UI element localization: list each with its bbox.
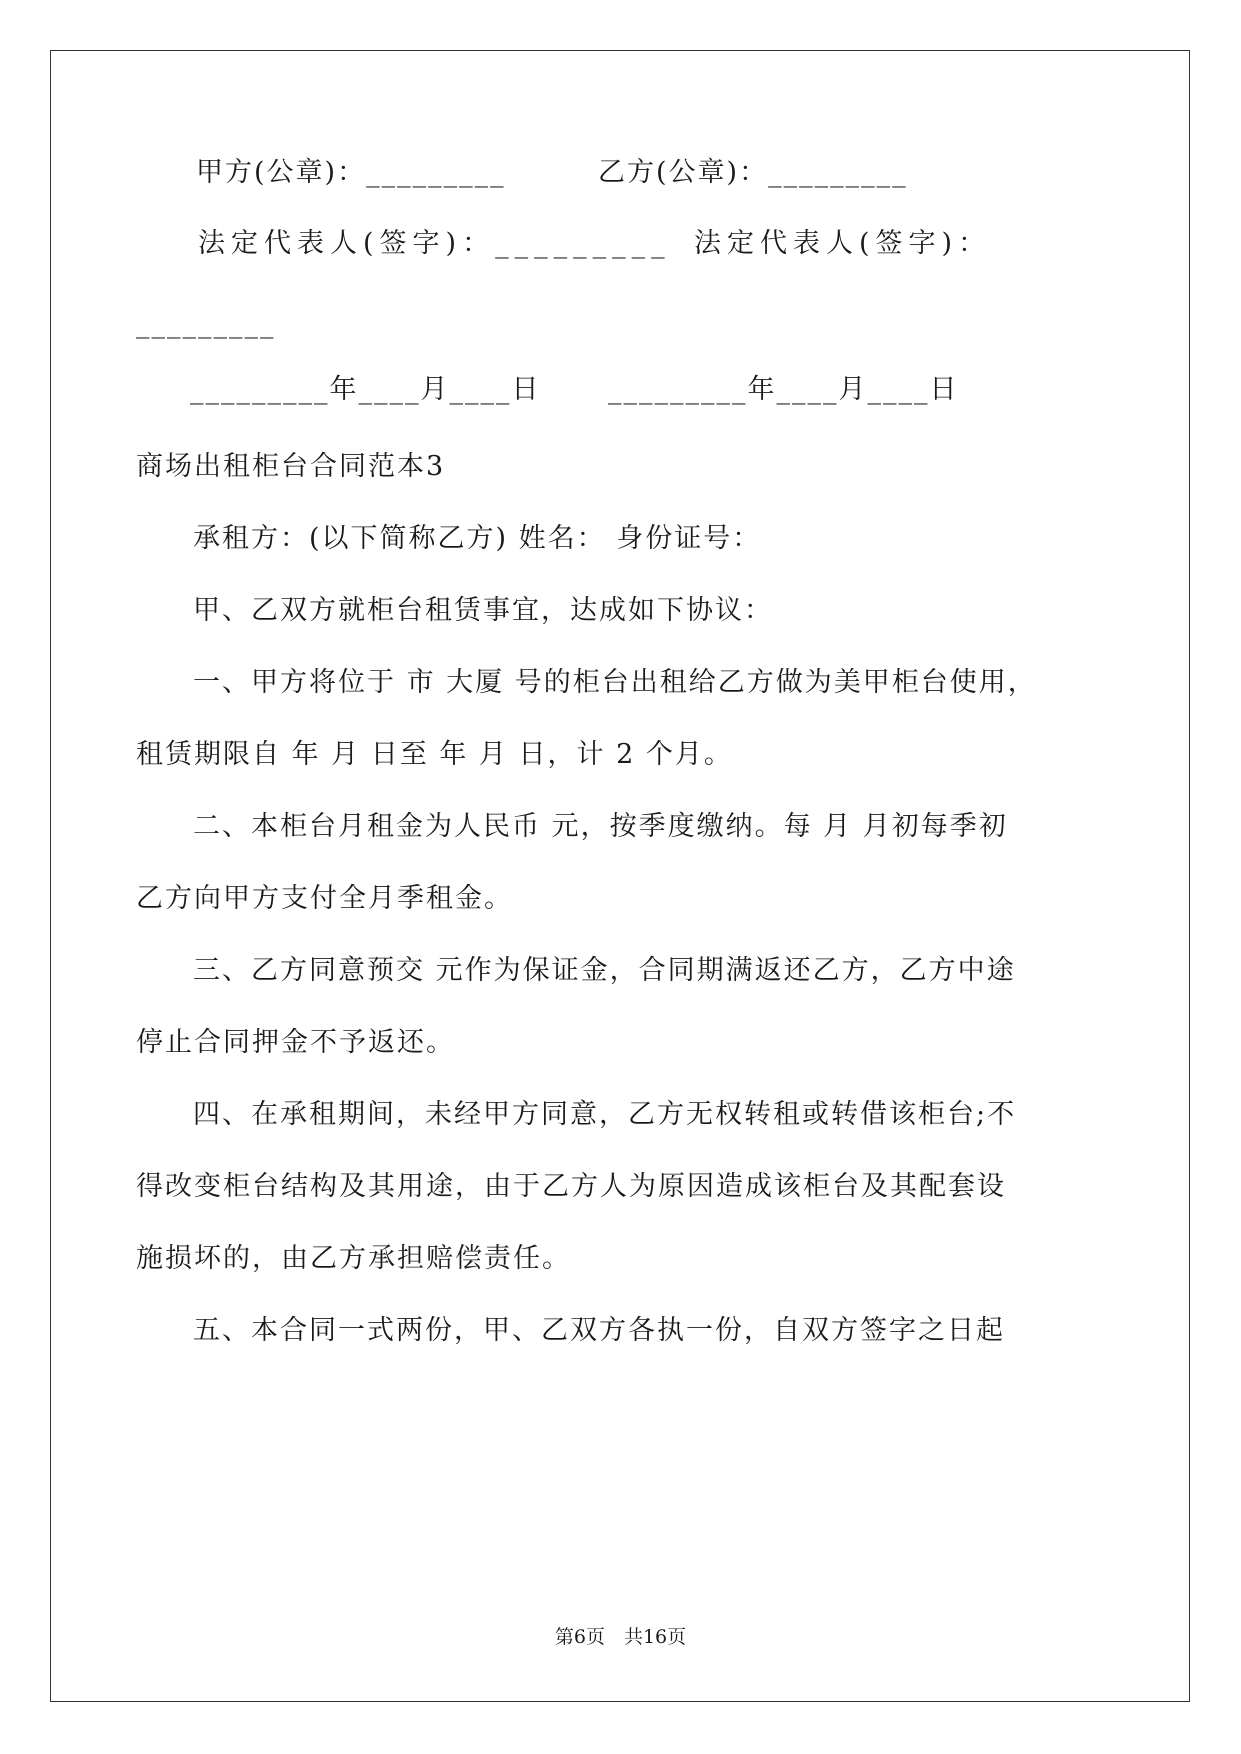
- page-frame: [50, 50, 1190, 1702]
- body-line: 甲、乙双方就柜台租赁事宜，达成如下协议：: [193, 595, 773, 626]
- rep-b-blank: _________: [136, 308, 276, 339]
- date-b: _________年____月____日: [608, 374, 959, 405]
- body-line: 施损坏的，由乙方承担赔偿责任。: [136, 1243, 571, 1274]
- rep-b-signature: 法定代表人(签字)：: [694, 228, 992, 259]
- party-b-seal: 乙方(公章)：_________: [598, 157, 908, 188]
- body-line: 停止合同押金不予返还。: [136, 1027, 455, 1058]
- body-line: 乙方向甲方支付全月季租金。: [136, 883, 513, 914]
- body-line: 三、乙方同意预交 元作为保证金，合同期满返还乙方，乙方中途: [193, 955, 1016, 986]
- body-line: 二、本柜台月租金为人民币 元，按季度缴纳。每 月 月初每季初: [193, 811, 1008, 842]
- body-line: 四、在承租期间，未经甲方同意，乙方无权转租或转借该柜台;不: [193, 1099, 1017, 1130]
- page-number: 第6页 共16页: [554, 1626, 687, 1648]
- body-line: 承租方：(以下简称乙方) 姓名： 身份证号：: [193, 523, 762, 554]
- date-a: _________年____月____日: [190, 374, 541, 405]
- body-line: 五、本合同一式两份，甲、乙双方各执一份，自双方签字之日起: [193, 1315, 1005, 1346]
- body-line: 租赁期限自 年 月 日至 年 月 日，计 2 个月。: [136, 739, 733, 770]
- body-line: 得改变柜台结构及其用途，由于乙方人为原因造成该柜台及其配套设: [136, 1171, 1006, 1202]
- party-a-seal: 甲方(公章)：_________: [196, 157, 506, 188]
- section-title: 商场出租柜台合同范本3: [136, 451, 446, 482]
- body-line: 一、甲方将位于 市 大厦 号的柜台出租给乙方做为美甲柜台使用，: [193, 667, 1037, 698]
- rep-a-signature: 法定代表人(签字)：_________: [198, 228, 671, 259]
